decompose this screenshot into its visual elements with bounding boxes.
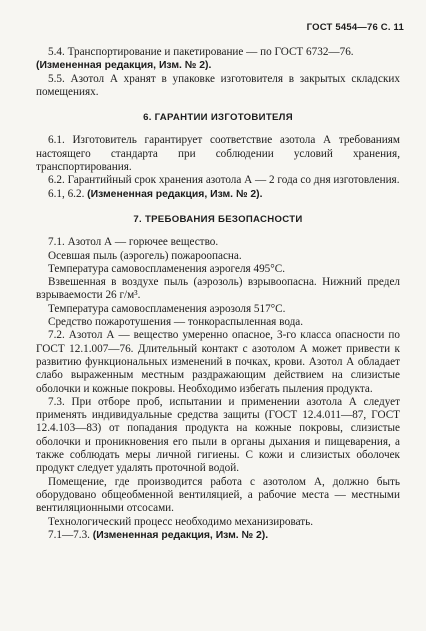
running-header: ГОСТ 5454—76 С. 11 [306,22,404,33]
clause-6-1-6-2-note [36,188,400,201]
note-lead: 6.1, 6.2. [48,187,85,200]
clause-7-3-process: Технологический процесс необходимо механизировать. [48,515,314,528]
section-6-heading: 6. ГАРАНТИИ ИЗГОТОВИТЕЛЯ [143,112,293,124]
clause-7-1-f: Средство пожаротушения — тонкораспыленная вода. [48,316,304,329]
clause-7-1-a: 7.1. Азотол А — горючее вещество. [48,236,219,249]
section-7-heading: 7. ТРЕБОВАНИЯ БЕЗОПАСНОСТИ [133,213,303,225]
clause-7-3: 7.3. При отборе проб, испытании и применении азотола А следует применять индивидуальные средства защиты (ГОСТ 12.4.011—87, ГОСТ 12.4.103—83) от попадания продукта на кожные покровы, слизистые оболочки и проникновения его пыли в органы дыхания и пищеварения, а также соблюдать меры личной гигиены. С кожи и слизистых оболочек продукт следует удалять проточной водой. [36,395,400,475]
amendment-note: (Измененная редакция, Изм. № 2). [36,60,212,72]
clause-7-2: 7.2. Азотол А — вещество умеренно опасное, 3-го класса опасности по ГОСТ 12.1.007—76. Длительный контакт с азотолом А может привести к развитию функциональных изменений в почках, крови. Азотол А обладает слабо выраженным местным раздражающим действием на слизистые оболочки и кожные покровы. Необходимо избегать пыления продукта. [36,329,400,395]
clause-6-2: 6.2. Гарантийный срок хранения азотола А — 2 года со дня изготовления. [48,174,400,187]
document-body [36,46,400,542]
clause-6-1: 6.1. Изготовитель гарантирует соответствие азотола А требованиям настоящего стандарта при соблюдении условий хранения, транспортирования. [36,134,400,174]
clause-5-4-text: 5.4. Транспортирование и пакетирование — по ГОСТ 6732—76. [48,46,354,58]
clause-7-3-ventilation: Помещение, где производится работа с азотолом А, должно быть оборудовано общеобменной вентиляцией, а рабочие места — местными вентиляционными отсосами. [36,475,400,515]
clause-7-1-e: Температура самовоспламенения аэрозоля 517°С. [48,302,286,315]
note-lead: 7.1—7.3. [48,528,90,541]
amendment-note: (Измененная редакция, Изм. № 2). [92,529,269,541]
clause-5-4 [36,46,400,73]
clause-7-1-d: Взвешенная в воздухе пыль (аэрозоль) взрывоопасна. Нижний предел взрываемости 26 г/м³. [36,276,400,302]
clause-5-5: 5.5. Азотол А хранят в упаковке изготовителя в закрытых складских помещениях. [36,72,400,98]
clause-7-1-c: Температура самовоспламенения аэрогеля 495°С. [48,262,286,275]
clause-7-1-7-3-note [36,529,400,542]
amendment-note: (Измененная редакция, Изм. № 2). [87,188,263,200]
clause-7-1-b: Осевшая пыль (аэрогель) пожароопасна. [48,249,242,262]
